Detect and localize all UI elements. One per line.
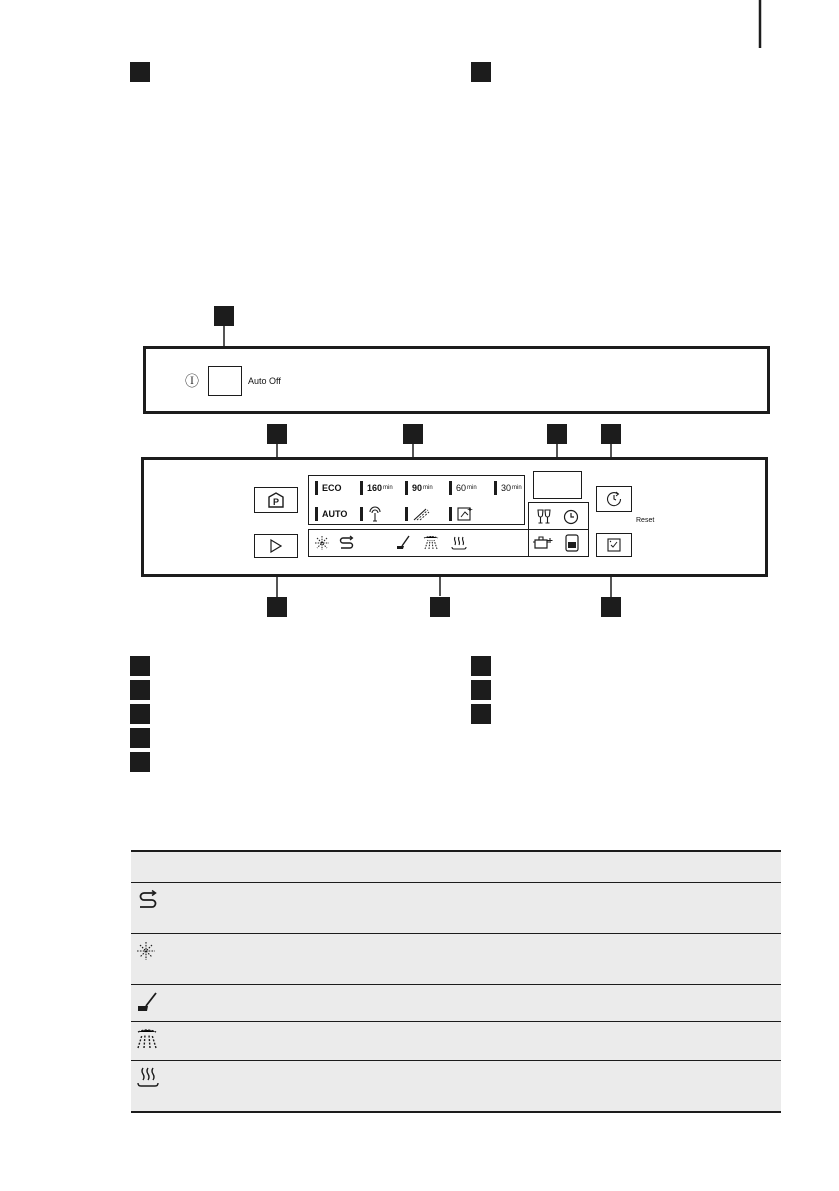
table-row	[131, 1022, 781, 1060]
pot-plus-icon	[533, 534, 553, 552]
indicator-bar	[360, 481, 363, 495]
unit-label: min	[383, 485, 393, 491]
legend-square	[130, 752, 150, 772]
reset-label: Reset	[636, 517, 655, 524]
indicator-bar	[449, 481, 452, 495]
callout-square	[430, 597, 450, 617]
programme-label: AUTO	[322, 509, 348, 519]
indicator-bar	[360, 507, 363, 521]
legend-square	[130, 704, 150, 724]
steam-icon	[450, 535, 468, 551]
option-icon	[606, 537, 622, 553]
option-button[interactable]	[596, 533, 632, 557]
table-row	[131, 1061, 781, 1111]
plate-spray-icon	[412, 506, 430, 522]
legend-square	[130, 680, 150, 700]
programme-60[interactable]	[449, 481, 477, 495]
play-icon	[270, 539, 282, 553]
power-symbol: Ⓘ	[185, 373, 199, 389]
table-header-row	[131, 851, 781, 882]
program-chain-icon	[134, 887, 162, 915]
table-divider	[131, 850, 781, 852]
time-display	[533, 471, 582, 499]
table-row	[131, 934, 781, 984]
salt-rinse-icon	[564, 534, 580, 552]
programme-auto[interactable]	[315, 507, 347, 521]
delay-start-icon	[605, 490, 623, 508]
program-chain-icon	[338, 535, 356, 551]
program-icon	[268, 492, 284, 508]
program-button[interactable]	[254, 487, 298, 513]
programme-30[interactable]	[494, 481, 522, 495]
indicator-bar	[315, 507, 318, 521]
unit-label: min	[423, 485, 433, 491]
start-button[interactable]	[254, 534, 298, 558]
callout-square	[601, 597, 621, 617]
programme-160[interactable]	[360, 481, 393, 495]
callout-square	[403, 424, 423, 444]
auto-off-label: Auto Off	[248, 376, 281, 386]
programme-label: 160	[367, 483, 383, 493]
svg-text:P: P	[273, 497, 280, 507]
brush-icon	[134, 989, 162, 1017]
callout-square	[547, 424, 567, 444]
unit-label: min	[512, 485, 522, 491]
programme-label: 30	[501, 483, 512, 493]
sparkle-icon	[134, 938, 162, 966]
delay-clock-icon	[562, 508, 580, 526]
legend-square	[471, 704, 491, 724]
programme-label: ECO	[322, 483, 342, 493]
indicator-bar	[494, 481, 497, 495]
spray-icon	[134, 1026, 162, 1054]
unit-label: min	[467, 485, 477, 491]
glass-care-icon	[367, 506, 383, 522]
programme-90[interactable]	[405, 481, 433, 495]
table-divider	[131, 1111, 781, 1113]
indicator-bar	[405, 507, 408, 521]
legend-square	[130, 656, 150, 676]
legend-square	[471, 656, 491, 676]
programme-glass[interactable]	[360, 506, 383, 522]
steam-icon	[134, 1065, 162, 1093]
legend-square	[471, 680, 491, 700]
callout-square	[267, 424, 287, 444]
programme-machine-care[interactable]	[449, 506, 474, 522]
table-row	[131, 883, 781, 933]
programme-quick[interactable]	[405, 506, 430, 522]
indicator-bar	[405, 481, 408, 495]
sparkle-icon	[314, 535, 330, 551]
table-row	[131, 985, 781, 1021]
wine-glass-icon	[536, 508, 552, 526]
brush-icon	[395, 535, 411, 551]
indicator-bar	[449, 507, 452, 521]
callout-square	[601, 424, 621, 444]
spray-icon	[422, 535, 440, 551]
callout-square	[267, 597, 287, 617]
delay-start-button[interactable]	[596, 486, 632, 512]
legend-square	[130, 728, 150, 748]
programme-eco[interactable]	[315, 481, 342, 495]
machine-care-icon	[456, 506, 474, 522]
indicator-bar	[315, 481, 318, 495]
programme-label: 60	[456, 483, 467, 493]
on-off-button[interactable]	[208, 366, 242, 396]
programme-label: 90	[412, 483, 423, 493]
